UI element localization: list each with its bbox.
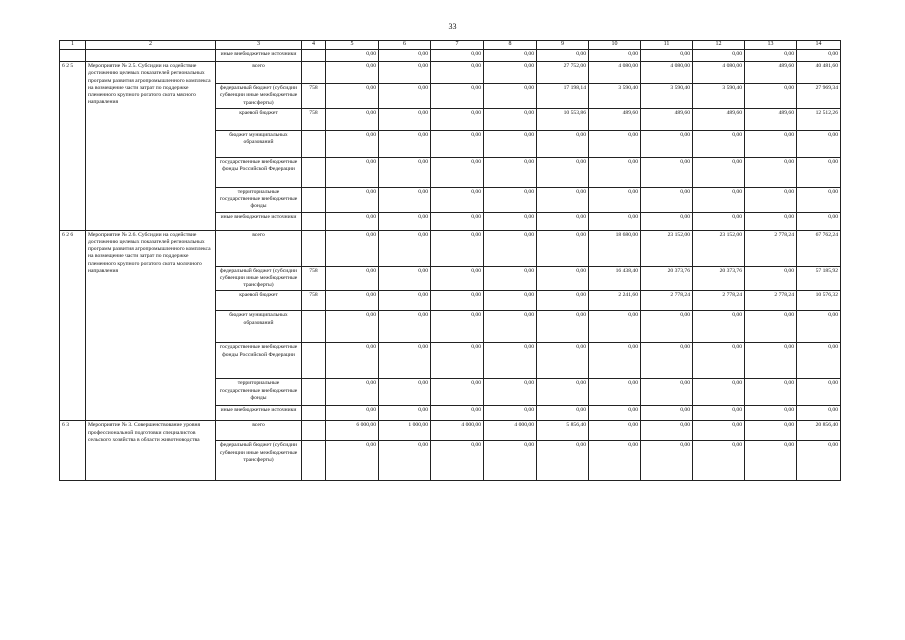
value-cell: 18 680,00 (589, 230, 641, 266)
value-cell: 0,00 (379, 266, 431, 291)
value-cell: 0,00 (537, 50, 589, 62)
value-cell: 0,00 (641, 441, 693, 481)
value-cell: 4 000,00 (484, 421, 537, 441)
value-cell: 0,00 (537, 212, 589, 230)
kbk-cell (302, 421, 326, 441)
value-cell: 0,00 (431, 441, 484, 481)
budget-table (59, 40, 841, 481)
table-row (60, 230, 841, 266)
value-cell: 0,00 (641, 187, 693, 212)
source-cell: бюджет муниципальных образований (216, 311, 302, 343)
value-cell: 0,00 (589, 311, 641, 343)
value-cell: 27 752,00 (537, 62, 589, 84)
value-cell: 0,00 (431, 212, 484, 230)
value-cell: 0,00 (589, 421, 641, 441)
value-cell: 0,00 (326, 379, 379, 406)
source-cell: федеральный бюджет (субсидии субвенции иные межбюджетные трансферты) (216, 84, 302, 109)
value-cell: 0,00 (379, 230, 431, 266)
value-cell: 0,00 (484, 212, 537, 230)
event-title-cell: Мероприятие № 2.5. Субсидии на содействие достижению целевых показателей региональных программ развития агропромышленного комплекса на возмещение части затрат по поддержке племенного крупного рогатого скота мясного направления (86, 62, 216, 231)
kbk-cell (302, 441, 326, 481)
value-cell: 57 185,92 (797, 266, 841, 291)
value-cell: 0,00 (537, 379, 589, 406)
value-cell: 0,00 (484, 187, 537, 212)
value-cell: 4 080,00 (589, 62, 641, 84)
value-cell: 0,00 (641, 50, 693, 62)
value-cell: 0,00 (537, 230, 589, 266)
kbk-cell (302, 406, 326, 421)
value-cell: 0,00 (326, 157, 379, 187)
value-cell: 489,60 (641, 108, 693, 130)
kbk-cell: 758 (302, 108, 326, 130)
value-cell: 10 576,32 (797, 291, 841, 311)
value-cell: 0,00 (537, 187, 589, 212)
value-cell: 0,00 (431, 84, 484, 109)
value-cell: 489,60 (745, 62, 797, 84)
value-cell: 20 856,40 (797, 421, 841, 441)
value-cell: 4 000,00 (431, 421, 484, 441)
value-cell: 0,00 (379, 84, 431, 109)
value-cell: 0,00 (379, 441, 431, 481)
value-cell: 0,00 (537, 311, 589, 343)
kbk-cell (302, 311, 326, 343)
value-cell: 2 778,24 (745, 291, 797, 311)
value-cell: 0,00 (693, 441, 745, 481)
value-cell: 0,00 (797, 343, 841, 379)
kbk-cell (302, 130, 326, 157)
value-cell: 0,00 (326, 406, 379, 421)
source-cell: государственные внебюджетные фонды Российской Федерации (216, 343, 302, 379)
table-body (60, 50, 841, 481)
value-cell: 0,00 (431, 108, 484, 130)
value-cell: 0,00 (589, 406, 641, 421)
value-cell: 0,00 (431, 406, 484, 421)
value-cell: 0,00 (431, 266, 484, 291)
event-title-cell: Мероприятие № 3. Совершенствование уровня профессиональной подготовки специалистов сельского хозяйства в области животноводства (86, 421, 216, 481)
value-cell: 2 241,60 (589, 291, 641, 311)
value-cell: 0,00 (693, 379, 745, 406)
value-cell: 0,00 (797, 441, 841, 481)
value-cell: 0,00 (537, 130, 589, 157)
column-header: 10 (589, 41, 641, 50)
kbk-cell (302, 62, 326, 84)
value-cell: 0,00 (431, 50, 484, 62)
value-cell: 0,00 (693, 50, 745, 62)
column-header: 8 (484, 41, 537, 50)
value-cell: 0,00 (484, 311, 537, 343)
source-cell: всего (216, 421, 302, 441)
value-cell: 0,00 (484, 157, 537, 187)
value-cell: 40 481,60 (797, 62, 841, 84)
kbk-cell (302, 379, 326, 406)
source-cell: краевой бюджет (216, 108, 302, 130)
value-cell: 0,00 (693, 130, 745, 157)
value-cell: 0,00 (797, 187, 841, 212)
value-cell: 0,00 (484, 230, 537, 266)
column-header: 11 (641, 41, 693, 50)
value-cell: 0,00 (693, 187, 745, 212)
value-cell: 0,00 (379, 157, 431, 187)
value-cell: 0,00 (797, 50, 841, 62)
value-cell: 0,00 (693, 421, 745, 441)
kbk-cell: 758 (302, 84, 326, 109)
value-cell: 0,00 (641, 157, 693, 187)
event-title-cell: Мероприятие № 2.6. Субсидии на содействие достижению целевых показателей региональных программ развития агропромышленного комплекса на возмещение части затрат по поддержке племенного крупного рогатого скота молочного направления (86, 230, 216, 421)
value-cell: 67 762,24 (797, 230, 841, 266)
value-cell: 0,00 (797, 157, 841, 187)
value-cell: 0,00 (797, 130, 841, 157)
event-code-cell: 6 2 5 (60, 62, 86, 231)
value-cell: 0,00 (745, 266, 797, 291)
value-cell: 0,00 (484, 343, 537, 379)
value-cell: 0,00 (589, 343, 641, 379)
source-cell: территориальные государственные внебюджетные фонды (216, 187, 302, 212)
value-cell: 0,00 (379, 343, 431, 379)
value-cell: 27 969,34 (797, 84, 841, 109)
kbk-cell (302, 157, 326, 187)
value-cell: 0,00 (379, 130, 431, 157)
value-cell: 5 856,40 (537, 421, 589, 441)
value-cell: 20 373,76 (693, 266, 745, 291)
value-cell: 0,00 (484, 130, 537, 157)
table-header (60, 41, 841, 50)
source-cell: государственные внебюджетные фонды Российской Федерации (216, 157, 302, 187)
kbk-cell (302, 187, 326, 212)
value-cell: 0,00 (693, 212, 745, 230)
kbk-cell (302, 50, 326, 62)
value-cell: 0,00 (745, 130, 797, 157)
value-cell: 10 553,86 (537, 108, 589, 130)
value-cell: 489,60 (693, 108, 745, 130)
value-cell: 0,00 (484, 406, 537, 421)
value-cell: 0,00 (641, 343, 693, 379)
value-cell: 0,00 (484, 108, 537, 130)
value-cell: 0,00 (589, 50, 641, 62)
source-cell: федеральный бюджет (субсидии субвенции иные межбюджетные трансферты) (216, 441, 302, 481)
source-cell: иные внебюджетные источники (216, 212, 302, 230)
value-cell: 6 000,00 (326, 421, 379, 441)
value-cell: 0,00 (326, 62, 379, 84)
value-cell: 0,00 (537, 406, 589, 421)
source-cell: федеральный бюджет (субсидии субвенции иные межбюджетные трансферты) (216, 266, 302, 291)
column-header: 13 (745, 41, 797, 50)
value-cell: 0,00 (484, 379, 537, 406)
value-cell: 0,00 (693, 406, 745, 421)
table-row (60, 62, 841, 84)
source-cell: иные внебюджетные источники (216, 50, 302, 62)
value-cell: 0,00 (326, 230, 379, 266)
value-cell: 0,00 (484, 441, 537, 481)
value-cell: 0,00 (326, 343, 379, 379)
value-cell: 0,00 (797, 406, 841, 421)
value-cell: 0,00 (745, 441, 797, 481)
value-cell: 0,00 (745, 343, 797, 379)
value-cell: 4 080,00 (641, 62, 693, 84)
column-header: 14 (797, 41, 841, 50)
value-cell: 0,00 (641, 421, 693, 441)
source-cell: иные внебюджетные источники (216, 406, 302, 421)
value-cell: 0,00 (589, 157, 641, 187)
value-cell: 0,00 (379, 50, 431, 62)
value-cell: 0,00 (326, 50, 379, 62)
value-cell: 0,00 (431, 291, 484, 311)
value-cell: 0,00 (797, 379, 841, 406)
value-cell: 0,00 (641, 379, 693, 406)
value-cell: 0,00 (641, 311, 693, 343)
value-cell: 0,00 (379, 311, 431, 343)
value-cell: 0,00 (326, 130, 379, 157)
value-cell: 0,00 (745, 311, 797, 343)
value-cell: 0,00 (641, 212, 693, 230)
column-header: 7 (431, 41, 484, 50)
column-header: 1 (60, 41, 86, 50)
column-header: 5 (326, 41, 379, 50)
value-cell: 0,00 (379, 62, 431, 84)
value-cell: 489,60 (745, 108, 797, 130)
value-cell: 0,00 (379, 187, 431, 212)
value-cell: 2 778,24 (745, 230, 797, 266)
value-cell: 2 778,24 (693, 291, 745, 311)
value-cell: 0,00 (693, 157, 745, 187)
value-cell: 0,00 (326, 266, 379, 291)
value-cell: 0,00 (326, 108, 379, 130)
value-cell: 17 198,14 (537, 84, 589, 109)
value-cell: 0,00 (326, 84, 379, 109)
kbk-cell (302, 212, 326, 230)
value-cell: 0,00 (537, 291, 589, 311)
kbk-cell (302, 343, 326, 379)
value-cell: 0,00 (641, 130, 693, 157)
value-cell: 1 000,00 (379, 421, 431, 441)
source-cell: территориальные государственные внебюджетные фонды (216, 379, 302, 406)
value-cell: 0,00 (431, 230, 484, 266)
column-header: 6 (379, 41, 431, 50)
source-cell: бюджет муниципальных образований (216, 130, 302, 157)
value-cell: 3 590,40 (589, 84, 641, 109)
value-cell: 0,00 (745, 84, 797, 109)
value-cell: 3 590,40 (693, 84, 745, 109)
value-cell: 0,00 (431, 62, 484, 84)
source-cell: всего (216, 230, 302, 266)
value-cell: 0,00 (379, 212, 431, 230)
column-header: 9 (537, 41, 589, 50)
value-cell: 0,00 (693, 343, 745, 379)
value-cell: 0,00 (797, 212, 841, 230)
value-cell: 23 152,00 (693, 230, 745, 266)
value-cell: 20 373,76 (641, 266, 693, 291)
table-row (60, 421, 841, 441)
value-cell: 0,00 (693, 311, 745, 343)
value-cell: 2 778,24 (641, 291, 693, 311)
kbk-cell (302, 230, 326, 266)
table-row (60, 50, 841, 62)
value-cell: 0,00 (589, 187, 641, 212)
value-cell: 0,00 (326, 212, 379, 230)
value-cell: 0,00 (537, 441, 589, 481)
value-cell: 3 590,40 (641, 84, 693, 109)
event-code-cell: 6 3 (60, 421, 86, 481)
value-cell: 0,00 (326, 441, 379, 481)
kbk-cell: 758 (302, 266, 326, 291)
value-cell: 0,00 (484, 62, 537, 84)
value-cell: 0,00 (379, 406, 431, 421)
source-cell: краевой бюджет (216, 291, 302, 311)
column-header: 4 (302, 41, 326, 50)
column-header: 12 (693, 41, 745, 50)
value-cell: 0,00 (431, 379, 484, 406)
event-code-cell (60, 50, 86, 62)
value-cell: 0,00 (537, 157, 589, 187)
value-cell: 0,00 (745, 406, 797, 421)
value-cell: 0,00 (589, 379, 641, 406)
event-code-cell: 6 2 6 (60, 230, 86, 421)
value-cell: 0,00 (484, 291, 537, 311)
value-cell: 0,00 (379, 108, 431, 130)
value-cell: 0,00 (745, 421, 797, 441)
value-cell: 0,00 (589, 130, 641, 157)
value-cell: 0,00 (379, 379, 431, 406)
value-cell: 0,00 (431, 130, 484, 157)
value-cell: 0,00 (745, 50, 797, 62)
value-cell: 0,00 (431, 187, 484, 212)
column-header: 2 (86, 41, 216, 50)
value-cell: 0,00 (589, 212, 641, 230)
value-cell: 0,00 (537, 266, 589, 291)
value-cell: 0,00 (431, 157, 484, 187)
value-cell: 0,00 (537, 343, 589, 379)
value-cell: 0,00 (484, 50, 537, 62)
value-cell: 0,00 (589, 441, 641, 481)
value-cell: 23 152,00 (641, 230, 693, 266)
event-title-cell (86, 50, 216, 62)
source-cell: всего (216, 62, 302, 84)
value-cell: 0,00 (797, 311, 841, 343)
value-cell: 0,00 (745, 379, 797, 406)
value-cell: 0,00 (379, 291, 431, 311)
kbk-cell: 758 (302, 291, 326, 311)
value-cell: 0,00 (484, 266, 537, 291)
value-cell: 0,00 (745, 157, 797, 187)
column-header: 3 (216, 41, 302, 50)
value-cell: 0,00 (745, 212, 797, 230)
value-cell: 0,00 (326, 311, 379, 343)
value-cell: 16 438,40 (589, 266, 641, 291)
value-cell: 4 080,00 (693, 62, 745, 84)
value-cell: 0,00 (431, 311, 484, 343)
value-cell: 0,00 (431, 343, 484, 379)
value-cell: 0,00 (745, 187, 797, 212)
value-cell: 0,00 (326, 291, 379, 311)
value-cell: 0,00 (641, 406, 693, 421)
value-cell: 0,00 (326, 187, 379, 212)
page-number: 33 (448, 22, 457, 31)
value-cell: 489,60 (589, 108, 641, 130)
value-cell: 12 512,26 (797, 108, 841, 130)
value-cell: 0,00 (484, 84, 537, 109)
